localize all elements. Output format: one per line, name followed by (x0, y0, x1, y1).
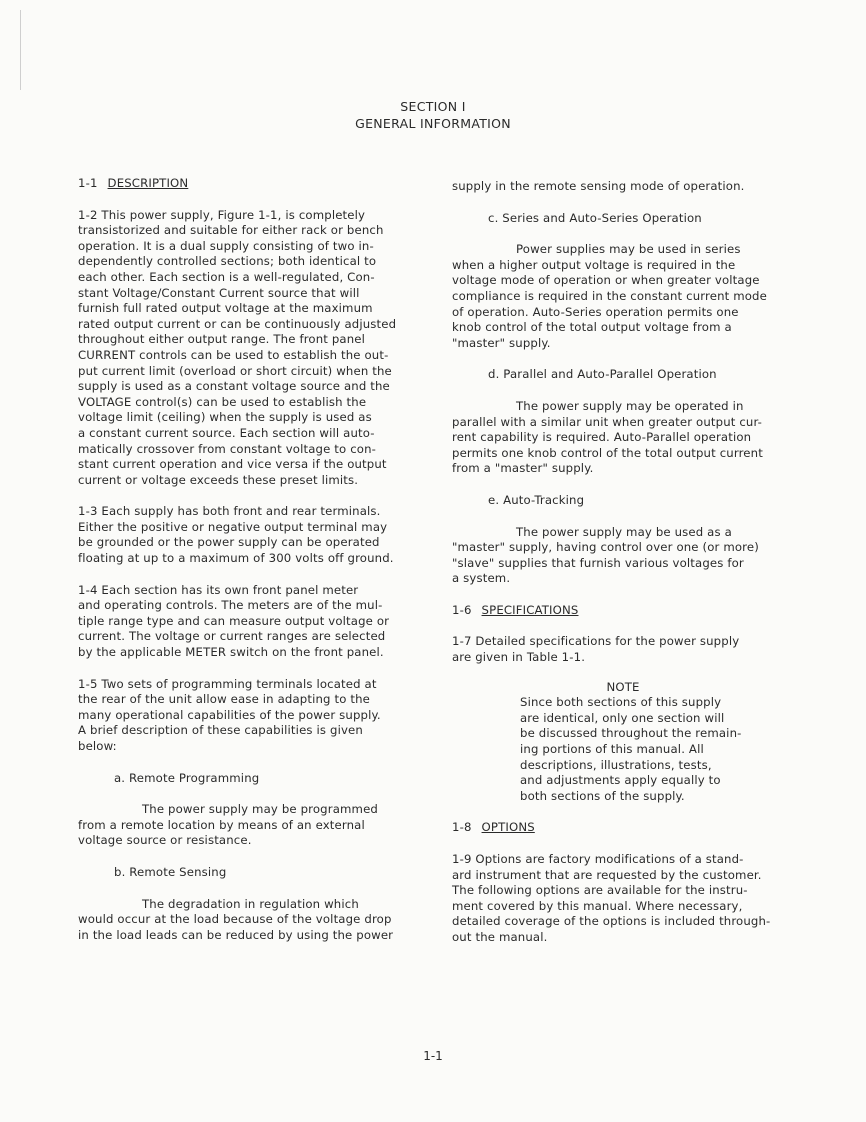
text-line: The power supply may be programmed (142, 802, 378, 817)
text-line: are given in Table 1-1. (452, 650, 586, 665)
paragraph-remote-sensing (78, 897, 428, 944)
text-line: and adjustments apply equally to (520, 773, 721, 788)
text-line: rent capability is required. Auto-Parallel operation (452, 430, 752, 445)
text-line: are identical, only one section will (520, 710, 725, 725)
subheading-auto-tracking: e. Auto-Tracking (488, 492, 585, 507)
paragraph-1-3 (78, 504, 428, 566)
text-line: transistorized and suitable for either rack or bench (78, 223, 384, 238)
text-line: by the applicable METER switch on the front panel. (78, 645, 384, 660)
text-line: matically crossover from constant voltage to con- (78, 441, 376, 456)
text-line: each other. Each section is a well-regulated, Con- (78, 269, 375, 284)
text-line: floating at up to a maximum of 300 volts off ground. (78, 551, 394, 566)
text-line: 1-3 Each supply has both front and rear terminals. (78, 504, 381, 519)
text-line: 1-9 Options are factory modifications of a stand- (452, 852, 744, 866)
text-line: the rear of the unit allow ease in adapting to the (78, 692, 371, 707)
text-line: voltage mode of operation or when greater voltage (452, 273, 760, 288)
text-line: 1-4 Each section has its own front panel meter (78, 582, 359, 597)
paragraph-1-7 (452, 634, 794, 665)
text-line: permits one knob control of the total output current (452, 445, 763, 460)
text-line: Power supplies may be used in series (516, 242, 741, 257)
text-line: VOLTAGE control(s) can be used to establish the (78, 394, 367, 409)
text-line: of operation. Auto-Series operation permits one (452, 304, 739, 319)
heading-options (452, 820, 794, 836)
text-line: and operating controls. The meters are of the mul- (78, 598, 383, 613)
text-line: descriptions, illustrations, tests, (520, 757, 712, 772)
left-column (78, 176, 428, 943)
text-line: when a higher output voltage is required in the (452, 257, 736, 272)
paragraph-1-9 (452, 852, 794, 946)
paragraph-auto-tracking (452, 525, 794, 587)
text-line: 1-7 Detailed specifications for the power supply (452, 634, 740, 649)
heading-title: SPECIFICATIONS (481, 602, 579, 617)
heading-number: 1-6 (452, 602, 472, 617)
text-line: knob control of the total output voltage from a (452, 320, 732, 335)
text-line: in the load leads can be reduced by using the power (78, 927, 394, 942)
text-line: ment covered by this manual. Where necessary, (452, 898, 743, 913)
text-line: "slave" supplies that furnish various voltages for (452, 555, 744, 570)
text-line: detailed coverage of the options is included through- (452, 914, 771, 929)
page-number: 1-1 (423, 1049, 443, 1063)
text-line: dependently controlled sections; both identical to (78, 254, 377, 269)
section-header (0, 98, 866, 132)
text-line: Since both sections of this supply (520, 695, 722, 710)
text-line: stant Voltage/Constant Current source that will (78, 285, 360, 300)
subheading-remote-programming: a. Remote Programming (114, 770, 260, 785)
text-line: both sections of the supply. (520, 788, 685, 803)
text-line: ing portions of this manual. All (520, 742, 704, 757)
text-line: CURRENT controls can be used to establish the out- (78, 347, 389, 362)
text-line: furnish full rated output voltage at the maximum (78, 301, 373, 316)
heading-title: DESCRIPTION (107, 176, 189, 190)
text-line: tiple range type and can measure output voltage or (78, 613, 390, 628)
text-line: supply in the remote sensing mode of operation. (452, 179, 745, 193)
note-body (452, 695, 794, 804)
text-line: out the manual. (452, 929, 548, 944)
heading-number: 1-8 (452, 820, 472, 835)
text-line: stant current operation and vice versa if the output (78, 457, 387, 472)
text-line: from a "master" supply. (452, 461, 594, 476)
text-line: The following options are available for the instru- (452, 883, 748, 898)
text-line: "master" supply. (452, 335, 551, 350)
text-line: The power supply may be used as a (516, 524, 732, 539)
subheading-parallel-operation: d. Parallel and Auto-Parallel Operation (488, 367, 717, 382)
text-line: The degradation in regulation which (142, 896, 359, 911)
text-line: from a remote location by means of an external (78, 817, 365, 832)
subheading-remote-sensing: b. Remote Sensing (114, 864, 227, 879)
text-line: a constant current source. Each section will auto- (78, 425, 375, 440)
text-line: below: (78, 739, 117, 753)
text-line: "master" supply, having control over one (or more) (452, 540, 759, 555)
right-column (452, 179, 794, 946)
heading-number: 1-1 (78, 176, 98, 190)
scan-edge-mark (20, 10, 21, 90)
heading-title: OPTIONS (481, 820, 535, 835)
text-line: many operational capabilities of the power supply. (78, 707, 381, 722)
text-line: Either the positive or negative output terminal may (78, 519, 388, 534)
text-line: a system. (452, 571, 511, 586)
note-title: NOTE (606, 679, 640, 694)
text-line: throughout either output range. The front panel (78, 332, 366, 347)
subheading-series-operation: c. Series and Auto-Series Operation (488, 210, 702, 225)
text-line: current or voltage exceeds these preset limits. (78, 472, 359, 487)
paragraph-1-4 (78, 583, 428, 661)
text-line: A brief description of these capabilities is given (78, 723, 363, 738)
text-line: be discussed throughout the remain- (520, 726, 742, 741)
text-line: compliance is required in the constant current mode (452, 288, 767, 303)
text-line: voltage limit (ceiling) when the supply is used as (78, 410, 372, 425)
text-line: current. The voltage or current ranges are selected (78, 629, 386, 644)
heading-description (78, 176, 428, 192)
section-title: GENERAL INFORMATION (355, 116, 511, 131)
text-line: parallel with a similar unit when greater output cur- (452, 414, 763, 429)
paragraph-1-5 (78, 677, 428, 755)
heading-specifications (452, 603, 794, 619)
paragraph-1-2 (78, 208, 428, 489)
text-line: 1-5 Two sets of programming terminals located at (78, 676, 377, 691)
text-line: would occur at the load because of the voltage drop (78, 912, 392, 927)
text-line: put current limit (overload or short circuit) when the (78, 363, 392, 378)
text-line: operation. It is a dual supply consisting of two in- (78, 238, 374, 253)
text-line: ard instrument that are requested by the customer. (452, 867, 762, 882)
text-line: The power supply may be operated in (516, 398, 744, 413)
paragraph-series-operation (452, 242, 794, 351)
section-number: SECTION I (400, 99, 466, 114)
text-line: supply is used as a constant voltage source and the (78, 379, 390, 394)
paragraph-remote-programming (78, 802, 428, 849)
text-line: voltage source or resistance. (78, 833, 252, 848)
text-line: rated output current or can be continuously adjusted (78, 316, 397, 331)
paragraph-parallel-operation (452, 399, 794, 477)
text-line: be grounded or the power supply can be operated (78, 535, 380, 550)
text-line: 1-2 This power supply, Figure 1-1, is completely (78, 207, 366, 222)
